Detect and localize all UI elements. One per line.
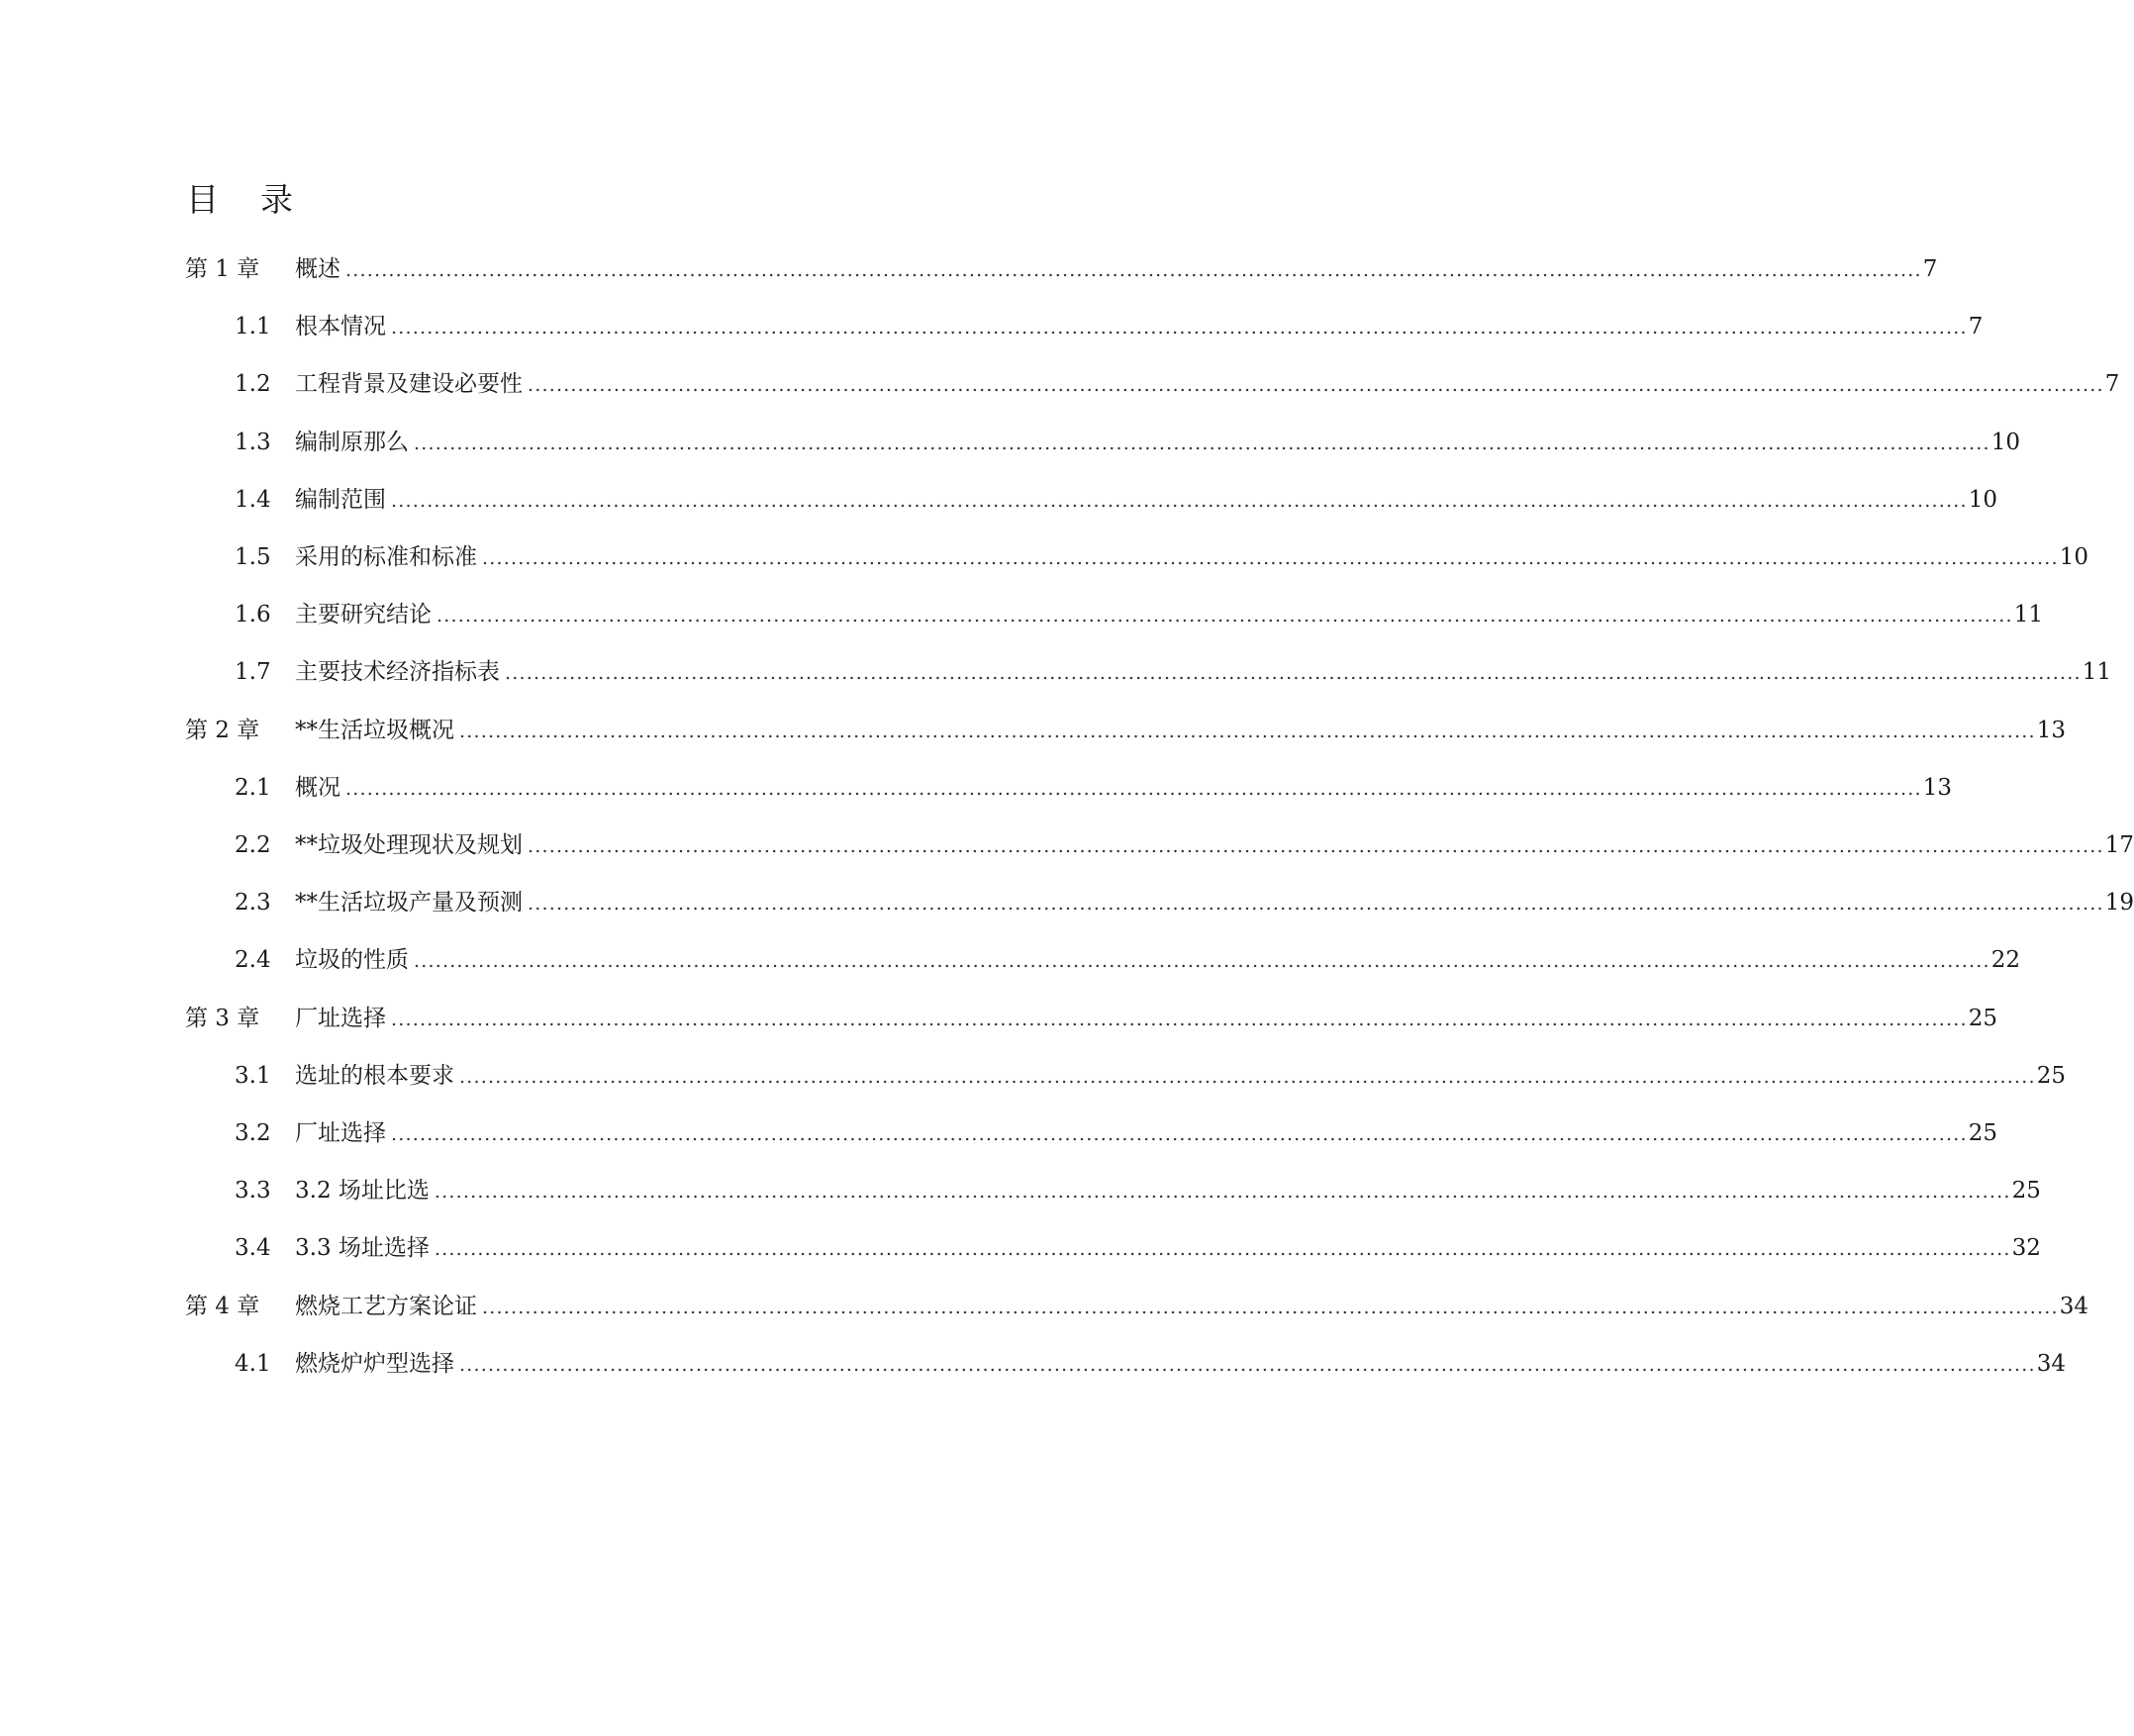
toc-entry-title: 厂址选择 [295, 1120, 386, 1146]
toc-dot-leader: ............................................................................................................................................................................................................................ [345, 259, 1922, 281]
toc-dot-leader: ............................................................................................................................................................................................................................ [434, 1238, 2011, 1260]
toc-dot-leader: ............................................................................................................................................................................................................................ [391, 1123, 1968, 1145]
toc-entry-body [295, 1289, 2088, 1325]
toc-dot-leader: ............................................................................................................................................................................................................................ [414, 950, 1990, 972]
toc-dot-leader: ............................................................................................................................................................................................................................ [482, 547, 2059, 569]
toc-section-entry[interactable] [0, 1173, 2041, 1208]
toc-entry-number: 1.1 [235, 314, 271, 339]
toc-entry-body [295, 770, 1952, 807]
toc-entry-title: 编制范围 [295, 487, 386, 513]
toc-entry-page-number: 25 [2011, 1178, 2041, 1204]
toc-entry-page-number: 17 [2104, 832, 2134, 858]
toc-entry-number: 1.5 [235, 544, 271, 570]
toc-entry-number: 第 4 章 [185, 1294, 260, 1319]
toc-dot-leader: ............................................................................................................................................................................................................................ [436, 605, 2013, 627]
toc-entry-number: 2.1 [235, 775, 271, 801]
toc-entry-title: 燃烧炉炉型选择 [295, 1351, 454, 1377]
toc-section-entry[interactable] [0, 942, 2020, 978]
toc-entry-title: 采用的标准和标准 [295, 544, 477, 570]
toc-entry-page-number: 25 [2036, 1063, 2066, 1089]
toc-section-entry[interactable] [0, 1058, 2066, 1094]
toc-dot-leader: ............................................................................................................................................................................................................................ [345, 778, 1922, 800]
toc-entry-body [295, 425, 2020, 461]
toc-entry-number: 1.4 [235, 487, 271, 513]
toc-entry-title: 概述 [295, 256, 340, 282]
toc-dot-leader: ............................................................................................................................................................................................................................ [459, 1066, 2036, 1088]
toc-dot-leader: ............................................................................................................................................................................................................................ [459, 1354, 2036, 1376]
toc-chapter-entry[interactable] [0, 1001, 1997, 1036]
toc-section-entry[interactable] [0, 1230, 2041, 1266]
toc-dot-leader: ............................................................................................................................................................................................................................ [414, 433, 1990, 454]
toc-entry-number: 3.1 [235, 1063, 271, 1089]
toc-dot-leader: ............................................................................................................................................................................................................................ [434, 1181, 2011, 1203]
toc-entry-body [295, 251, 1938, 288]
toc-entry-page-number: 10 [1968, 487, 1997, 513]
toc-entry-body [295, 885, 2134, 921]
toc-entry-number: 1.7 [235, 659, 271, 685]
toc-section-entry[interactable] [0, 425, 2020, 460]
toc-entry-body [295, 654, 2111, 691]
toc-entry-page-number: 32 [2011, 1235, 2041, 1261]
toc-entry-body [295, 597, 2043, 633]
toc-entry-title: 3.2 场址比选 [295, 1178, 430, 1204]
toc-entry-title: **垃圾处理现状及规划 [295, 832, 523, 858]
toc-entry-page-number: 7 [1922, 256, 1938, 282]
toc-entry-page-number: 25 [1968, 1006, 1997, 1031]
toc-entry-page-number: 34 [2059, 1294, 2088, 1319]
toc-section-entry[interactable] [0, 827, 2134, 863]
toc-title: 目 录 [186, 180, 293, 220]
toc-section-entry[interactable] [0, 366, 2120, 402]
toc-entry-body [295, 942, 2020, 979]
toc-entry-number: 第 1 章 [185, 256, 260, 282]
toc-section-entry[interactable] [0, 309, 1984, 344]
toc-entry-number: 3.3 [235, 1178, 271, 1204]
toc-entry-page-number: 10 [2059, 544, 2088, 570]
toc-section-entry[interactable] [0, 770, 1952, 806]
toc-entry-number: 1.2 [235, 371, 271, 397]
toc-entry-title: 编制原那么 [295, 430, 409, 455]
toc-entry-title: 厂址选择 [295, 1006, 386, 1031]
toc-entry-title: 工程背景及建设必要性 [295, 371, 523, 397]
toc-chapter-entry[interactable] [0, 713, 2066, 748]
toc-entry-title: 主要研究结论 [295, 602, 432, 627]
toc-section-entry[interactable] [0, 482, 1997, 518]
toc-entry-page-number: 10 [1990, 430, 2020, 455]
toc-entry-body [295, 713, 2066, 749]
toc-entry-title: 垃圾的性质 [295, 947, 409, 973]
toc-entry-body [295, 1346, 2066, 1383]
toc-entry-title: **生活垃圾产量及预测 [295, 890, 523, 916]
toc-section-entry[interactable] [0, 539, 2088, 575]
toc-entry-title: 选址的根本要求 [295, 1063, 454, 1089]
toc-entry-page-number: 34 [2036, 1351, 2066, 1377]
toc-entry-page-number: 7 [1968, 314, 1984, 339]
toc-entry-number: 1.3 [235, 430, 271, 455]
toc-entry-title: **生活垃圾概况 [295, 718, 454, 743]
toc-entry-number: 第 2 章 [185, 718, 260, 743]
toc-entry-title: 根本情况 [295, 314, 386, 339]
toc-chapter-entry[interactable] [0, 251, 1938, 287]
toc-dot-leader: ............................................................................................................................................................................................................................ [482, 1297, 2059, 1318]
toc-dot-leader: ............................................................................................................................................................................................................................ [528, 893, 2104, 915]
toc-entry-body [295, 1173, 2041, 1209]
toc-chapter-entry[interactable] [0, 1289, 2088, 1324]
toc-dot-leader: ............................................................................................................................................................................................................................ [391, 1009, 1968, 1030]
toc-dot-leader: ............................................................................................................................................................................................................................ [528, 835, 2104, 857]
toc-entry-number: 2.4 [235, 947, 271, 973]
toc-entry-page-number: 11 [2082, 659, 2111, 685]
toc-entry-page-number: 13 [2036, 718, 2066, 743]
toc-entry-body [295, 1230, 2041, 1267]
toc-entry-number: 3.4 [235, 1235, 271, 1261]
toc-entry-page-number: 11 [2013, 602, 2043, 627]
toc-section-entry[interactable] [0, 1115, 1997, 1151]
toc-section-entry[interactable] [0, 1346, 2066, 1382]
toc-entry-number: 3.2 [235, 1120, 271, 1146]
toc-entry-number: 第 3 章 [185, 1006, 260, 1031]
toc-section-entry[interactable] [0, 885, 2134, 920]
toc-dot-leader: ............................................................................................................................................................................................................................ [391, 490, 1968, 512]
toc-entry-body [295, 1001, 1997, 1037]
toc-entry-number: 4.1 [235, 1351, 271, 1377]
toc-dot-leader: ............................................................................................................................................................................................................................ [528, 374, 2104, 396]
toc-entry-body [295, 366, 2120, 403]
toc-entry-body [295, 1115, 1997, 1152]
toc-entry-body [295, 827, 2134, 864]
toc-entry-page-number: 25 [1968, 1120, 1997, 1146]
toc-dot-leader: ............................................................................................................................................................................................................................ [505, 662, 2082, 684]
toc-dot-leader: ............................................................................................................................................................................................................................ [391, 317, 1968, 338]
toc-entry-title: 燃烧工艺方案论证 [295, 1294, 477, 1319]
toc-entry-number: 2.2 [235, 832, 271, 858]
toc-section-entry[interactable] [0, 654, 2111, 690]
toc-entry-body [295, 1058, 2066, 1095]
toc-dot-leader: ............................................................................................................................................................................................................................ [459, 721, 2036, 742]
toc-section-entry[interactable] [0, 597, 2043, 632]
toc-entry-page-number: 22 [1990, 947, 2020, 973]
toc-entry-title: 3.3 场址选择 [295, 1235, 430, 1261]
toc-entry-page-number: 7 [2104, 371, 2120, 397]
toc-entry-title: 概况 [295, 775, 340, 801]
toc-entry-number: 2.3 [235, 890, 271, 916]
toc-entry-body [295, 539, 2088, 576]
toc-entry-page-number: 13 [1922, 775, 1952, 801]
toc-entry-body [295, 482, 1997, 519]
toc-entry-page-number: 19 [2104, 890, 2134, 916]
toc-entry-title: 主要技术经济指标表 [295, 659, 500, 685]
toc-entry-body [295, 309, 1984, 345]
toc-entry-number: 1.6 [235, 602, 271, 627]
